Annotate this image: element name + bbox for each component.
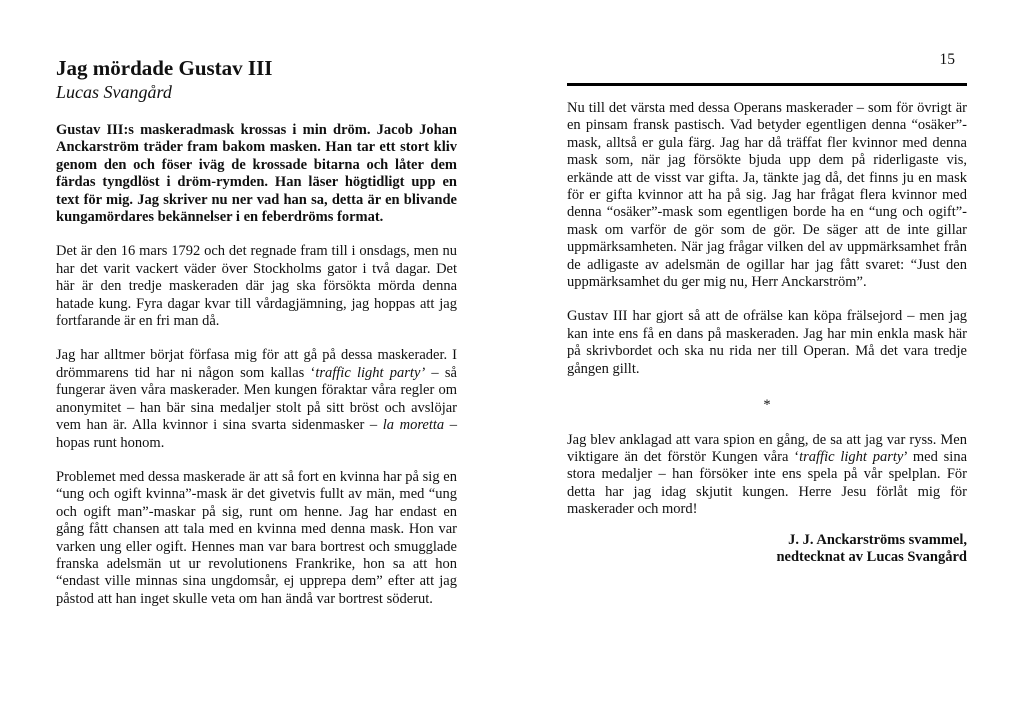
intro-paragraph: Gustav III:s maskeradmask krossas i min dröm. Jacob Johan Anckarström träder fram bakom masken. Han tar ett stort kliv genom den och föser iväg de krossade bitarna och låter dem färdas tyngdlöst i dröm-rymden. Han läser högtidligt upp en text för mig. Jag skriver nu ner vad han sa, detta är en blivande kungamördares bekännelser i en feberdröms format. (56, 122, 457, 226)
section-separator: * (763, 397, 771, 414)
left-column (56, 56, 457, 608)
body-paragraph: Gustav III har gjort så att de ofrälse kan köpa frälsejord – men jag kan inte ens få en dans på maskeraden. Jag har min enkla mask här på skrivbordet och ska nu rida ner till Operan. Må det vara tredje gången gillt. (567, 308, 967, 377)
page-title: Jag mördade Gustav III (56, 56, 273, 80)
body-paragraph: Problemet med dessa maskerade är att så fort en kvinna har på sig en “ung och ogift kvinna”-mask är det givetvis fullt av män, med “ung och ogift man”-maskar på sig, runt om henne. Jag har endast en gång fått chansen att tala med en kvinna med denna mask. Hon var varken ung eller ogift. Hennes man var bara bortrest och smugglade franska adelsmän ut ur revolutionens Frankrike, hon sa att hon “endast ville minnas sina ungdomsår, ej upprepa dem” efter att jag påstod att han inget skulle veta om han ändå var bortrest söderut. (56, 468, 457, 607)
body-paragraph: Det är den 16 mars 1792 och det regnade fram till i onsdags, men nu har det varit vackert väder över Stockholms gator i två dagar. Det här är den tredje maskeraden där jag ska försökta mörda denna hatade kung. Fyra dagar kvar till vårdagjämning, jag hoppas att jag fortfarande är en fri man då. (56, 243, 457, 330)
body-paragraph: Jag har alltmer börjat förfasa mig för att gå på dessa maskerader. I drömmarens tid har ni någon som kallas ‘traffic light party’ – så fungerar även våra maskerader. Men kungen föraktar våra regler om anonymitet – han bär sina medaljer stolt på sitt bröst och avslöjar vem han är. Alla kvinnor i sina svarta sidenmasker – la moretta – hopas runt honom. (56, 347, 457, 451)
header-rule (567, 83, 967, 86)
author-byline: Lucas Svangård (56, 82, 172, 102)
signature-line-2: nedtecknat av Lucas Svangård (776, 549, 967, 566)
body-paragraph: Nu till det värsta med dessa Operans maskerader – som för övrigt är en pinsam fransk pastisch. Vad betyder egentligen denna “osäker”-mask, alltså er gula färg. Jag har då träffat fler kvinnor med denna mask som, när jag försökte bjuda upp dem på riderligaste vis, erkände att de visst var gifta. Ja, tänkte jag då, det finns ju en mask för er gifta kvinnor att ha på sig. Jag har frågat flera kvinnor med denna “osäker”-mask som egentligen borde ha en “ung och ogift”-mask om varför de gör som de gör. De säger att de inte gillar uppmärksamheten. När jag frågar vilken del av uppmärksamhet från de adligaste av adelsmän de ogillar har jag fått svaret: “Just den uppmärksamhet du ger mig nu, Herr Anckarström”. (567, 100, 967, 291)
page-number: 15 (939, 51, 955, 68)
signature-line-1: J. J. Anckarströms svammel, (788, 531, 967, 548)
body-paragraph: Jag blev anklagad att vara spion en gång, de sa att jag var ryss. Men viktigare än det förstör Kungen våra ‘traffic light party’ med sina stora medaljer – han försöker inte ens spela på vår spelplan. För detta har jag idag skjutit kungen. Herre Jesu förlåt mig för maskerader och mord! (567, 431, 968, 518)
signature-block (567, 532, 967, 567)
right-column (567, 50, 967, 567)
